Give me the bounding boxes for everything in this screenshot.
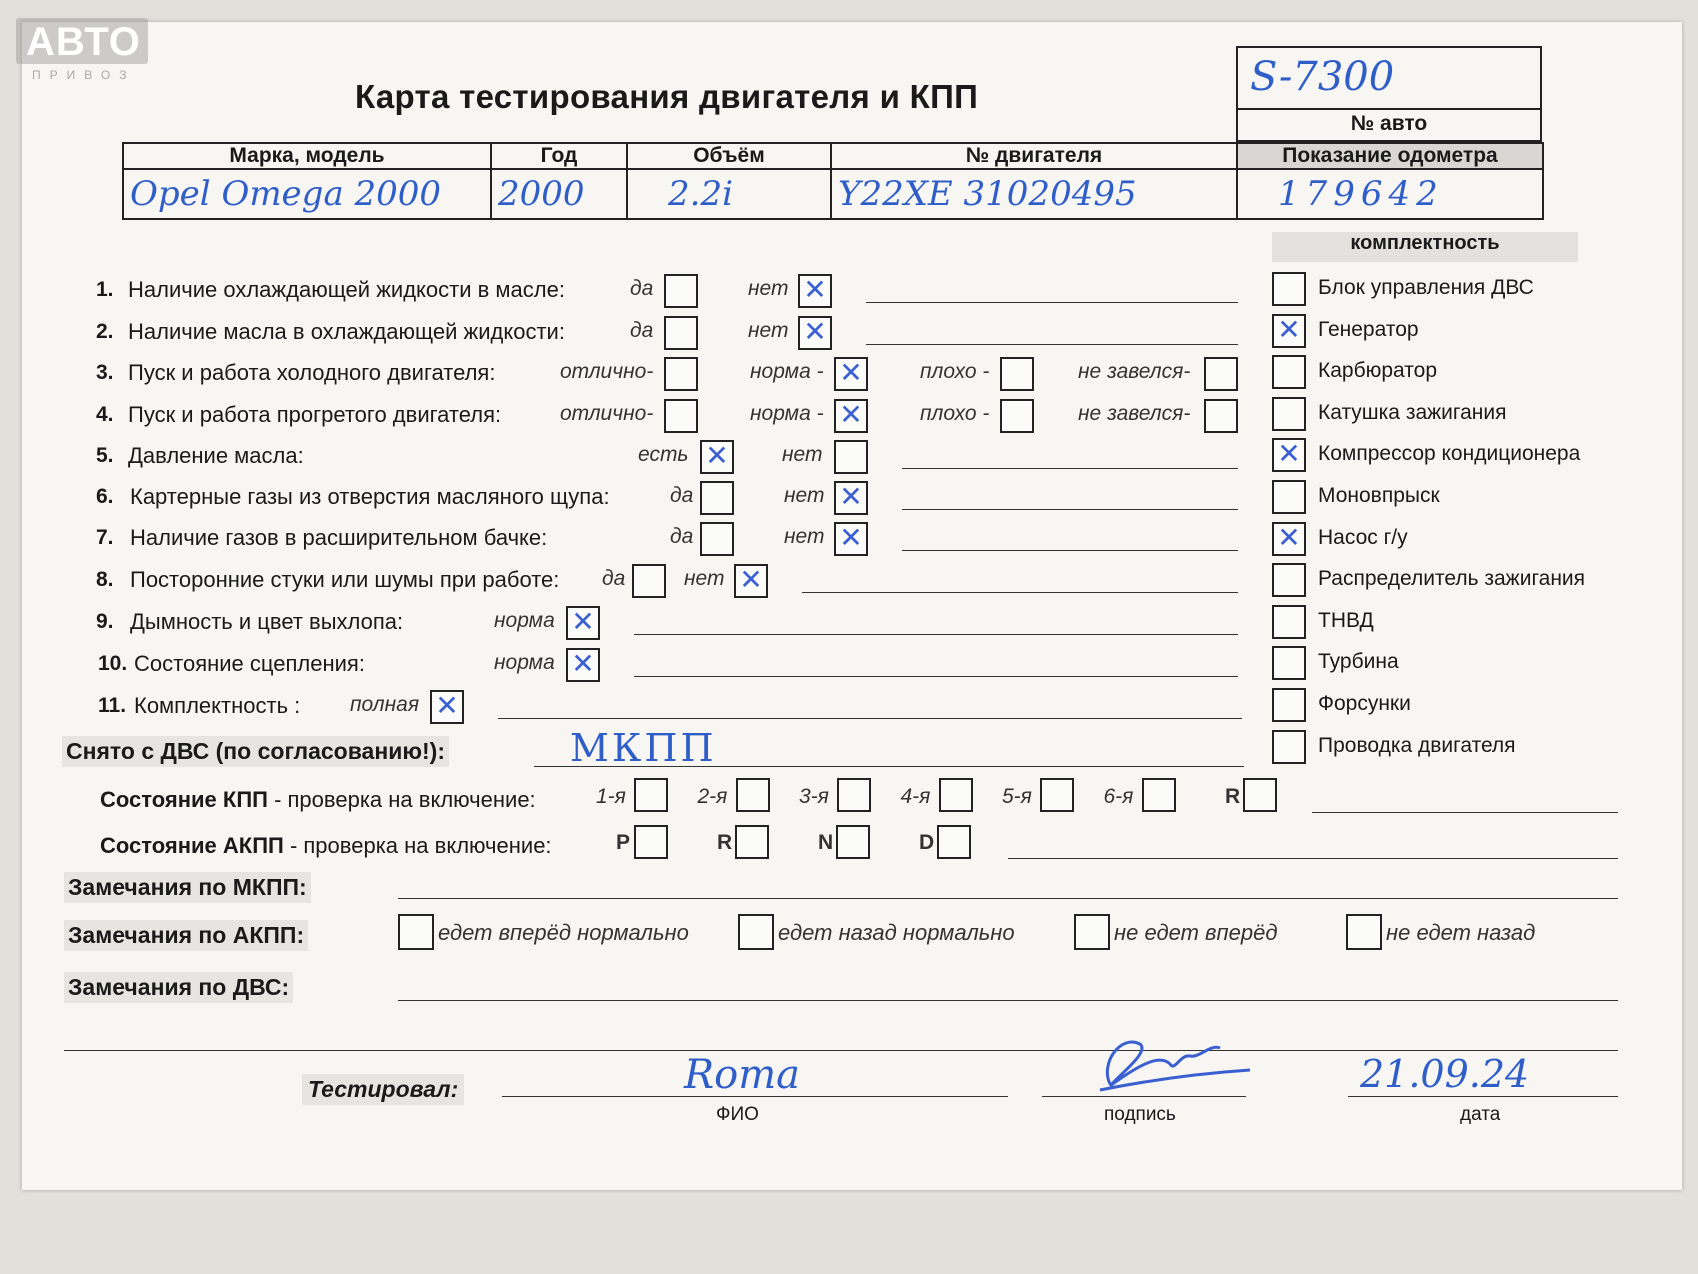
gear-label: P bbox=[616, 831, 631, 854]
kit-item-label: Турбина bbox=[1318, 650, 1399, 674]
tested-label: Тестировал: bbox=[302, 1074, 464, 1105]
option-checkbox[interactable] bbox=[566, 648, 600, 682]
gear-checkbox[interactable] bbox=[1142, 778, 1176, 812]
akpp-note-label: не едет назад bbox=[1386, 920, 1536, 945]
item-number: 1. bbox=[96, 278, 114, 301]
gear-label: 1-я bbox=[596, 785, 626, 808]
answer-line bbox=[902, 509, 1238, 510]
item-label: Состояние сцепления: bbox=[134, 651, 365, 676]
gear-label: 2-я bbox=[697, 785, 728, 808]
gear-label: D bbox=[919, 831, 935, 854]
kit-checkbox[interactable] bbox=[1272, 355, 1306, 389]
car-number-value: S-7300 bbox=[1250, 54, 1395, 100]
item-number: 11. bbox=[98, 694, 127, 717]
gear-checkbox[interactable] bbox=[1040, 778, 1074, 812]
option-checkbox[interactable] bbox=[1204, 399, 1238, 433]
item-number: 7. bbox=[96, 526, 114, 549]
item-number: 5. bbox=[96, 444, 114, 467]
kit-heading: комплектность bbox=[1272, 232, 1578, 262]
gear-label: 6-я bbox=[1103, 785, 1134, 808]
gear-label: 3-я bbox=[799, 785, 829, 808]
option-checkbox[interactable] bbox=[632, 564, 666, 598]
answer-line bbox=[802, 592, 1238, 593]
option-checkbox[interactable] bbox=[664, 357, 698, 391]
notes-mkpp-label: Замечания по МКПП: bbox=[64, 872, 311, 903]
item-label: Посторонние стуки или шумы при работе: bbox=[130, 567, 560, 592]
gear-checkbox[interactable] bbox=[937, 825, 971, 859]
option-checkbox[interactable] bbox=[834, 481, 868, 515]
option-checkbox[interactable] bbox=[834, 357, 868, 391]
item-label: Картерные газы из отверстия масляного щупа: bbox=[130, 484, 610, 509]
gear-checkbox[interactable] bbox=[736, 778, 770, 812]
gear-checkbox[interactable] bbox=[634, 825, 668, 859]
option-label: да bbox=[630, 277, 654, 300]
option-label: норма - bbox=[750, 360, 824, 383]
option-label: не завелся- bbox=[1078, 402, 1191, 425]
header-volume: Объём bbox=[627, 143, 831, 169]
option-label: да bbox=[602, 567, 626, 590]
car-number-box bbox=[1236, 46, 1542, 142]
removed-label: Снято с ДВС (по согласованию!): bbox=[62, 736, 449, 767]
option-label: норма - bbox=[750, 402, 824, 425]
item-label: Наличие газов в расширительном бачке: bbox=[130, 525, 548, 550]
kit-item-label: ТНВД bbox=[1318, 608, 1374, 632]
kit-item-label: Карбюратор bbox=[1318, 359, 1438, 383]
answer-line bbox=[902, 468, 1238, 469]
logo-subtext: ПРИВОЗ bbox=[32, 68, 136, 82]
option-checkbox[interactable] bbox=[834, 399, 868, 433]
logo-text: АВТО bbox=[26, 20, 141, 64]
option-checkbox[interactable] bbox=[798, 316, 832, 350]
option-checkbox[interactable] bbox=[566, 606, 600, 640]
option-label: да bbox=[670, 525, 694, 548]
option-label: плохо - bbox=[920, 402, 990, 425]
value-year: 2000 bbox=[491, 169, 627, 219]
header-make-model: Марка, модель bbox=[123, 143, 491, 169]
option-checkbox[interactable] bbox=[664, 274, 698, 308]
kit-item-label: Блок управления ДВС bbox=[1318, 276, 1534, 299]
kit-item-label: Распределитель зажигания bbox=[1318, 567, 1586, 591]
option-checkbox[interactable] bbox=[700, 522, 734, 556]
option-label: отлично- bbox=[560, 402, 654, 425]
tester-name: Roma bbox=[684, 1052, 800, 1098]
answer-line bbox=[902, 550, 1238, 551]
option-label: полная bbox=[350, 693, 420, 716]
gear-label: 5-я bbox=[1002, 785, 1032, 808]
answer-line bbox=[866, 302, 1238, 303]
kit-checkbox[interactable] bbox=[1272, 480, 1306, 514]
header-odometer: Показание одометра bbox=[1237, 143, 1543, 169]
kit-checkbox[interactable] bbox=[1272, 272, 1306, 306]
signature-caption: подпись bbox=[1104, 1104, 1176, 1125]
item-label: Пуск и работа холодного двигателя: bbox=[128, 360, 496, 385]
date-caption: дата bbox=[1460, 1104, 1501, 1125]
akpp-label: Состояние АКПП - проверка на включение: bbox=[100, 833, 552, 858]
gear-label: 4-я bbox=[900, 785, 931, 808]
option-label: нет bbox=[784, 525, 825, 548]
option-checkbox[interactable] bbox=[1000, 399, 1034, 433]
value-engine-number: Y22XE 31020495 bbox=[831, 169, 1237, 219]
option-label: нет bbox=[784, 484, 825, 507]
item-label: Пуск и работа прогретого двигателя: bbox=[128, 402, 502, 427]
option-checkbox[interactable] bbox=[1204, 357, 1238, 391]
item-label: Комплектность : bbox=[134, 693, 301, 718]
akpp-note-checkbox[interactable] bbox=[1074, 914, 1110, 950]
option-checkbox[interactable] bbox=[664, 316, 698, 350]
kit-checkbox[interactable] bbox=[1272, 688, 1306, 722]
option-label: да bbox=[630, 319, 654, 342]
test-date: 21.09.24 bbox=[1360, 1052, 1530, 1096]
option-checkbox[interactable] bbox=[834, 522, 868, 556]
header-engine-number: № двигателя bbox=[831, 143, 1237, 169]
answer-line bbox=[498, 718, 1242, 719]
kit-item-label: Компрессор кондиционера bbox=[1318, 442, 1581, 466]
kit-checkbox[interactable] bbox=[1272, 314, 1306, 348]
vehicle-header-table bbox=[122, 142, 1544, 220]
kpp-label: Состояние КПП - проверка на включение: bbox=[100, 787, 536, 812]
option-checkbox[interactable] bbox=[700, 440, 734, 474]
removed-value: МКПП bbox=[570, 726, 717, 770]
gear-label: R bbox=[1225, 785, 1241, 808]
option-checkbox[interactable] bbox=[798, 274, 832, 308]
gear-checkbox[interactable] bbox=[836, 825, 870, 859]
car-number-label: № авто bbox=[1350, 112, 1428, 135]
item-number: 3. bbox=[96, 361, 114, 384]
item-number: 8. bbox=[96, 568, 114, 591]
avto-privoz-logo bbox=[16, 18, 148, 82]
kit-item-label: Моновпрыск bbox=[1318, 484, 1440, 507]
option-label: отлично- bbox=[560, 360, 654, 383]
option-checkbox[interactable] bbox=[834, 440, 868, 474]
value-make-model: Opel Omega 2000 bbox=[123, 169, 491, 219]
option-label: норма bbox=[494, 651, 555, 674]
akpp-note-checkbox[interactable] bbox=[738, 914, 774, 950]
answer-line bbox=[634, 676, 1238, 677]
answer-line bbox=[634, 634, 1238, 635]
option-label: есть bbox=[638, 443, 689, 466]
gear-checkbox[interactable] bbox=[939, 778, 973, 812]
kit-checkbox[interactable] bbox=[1272, 730, 1306, 764]
notes-akpp-label: Замечания по АКПП: bbox=[64, 920, 308, 951]
gear-label: R bbox=[717, 831, 733, 854]
value-volume: 2.2i bbox=[627, 169, 831, 219]
item-label: Наличие масла в охлаждающей жидкости: bbox=[128, 319, 565, 344]
akpp-note-label: едет вперёд нормально bbox=[438, 920, 689, 945]
kit-item-label: Генератор bbox=[1318, 317, 1419, 341]
item-label: Давление масла: bbox=[128, 443, 304, 468]
item-label: Наличие охлаждающей жидкости в масле: bbox=[128, 277, 565, 302]
akpp-note-label: не едет вперёд bbox=[1114, 920, 1278, 945]
gear-checkbox[interactable] bbox=[1243, 778, 1277, 812]
gear-checkbox[interactable] bbox=[837, 778, 871, 812]
kit-checkbox[interactable] bbox=[1272, 397, 1306, 431]
option-label: не завелся- bbox=[1078, 360, 1191, 383]
option-label: нет bbox=[748, 277, 789, 300]
value-odometer: 179642 bbox=[1237, 169, 1543, 219]
akpp-note-checkbox[interactable] bbox=[398, 914, 434, 950]
gear-checkbox[interactable] bbox=[735, 825, 769, 859]
kit-item-label: Насос г/у bbox=[1318, 525, 1408, 549]
page-title: Карта тестирования двигателя и КПП bbox=[355, 78, 979, 115]
item-number: 6. bbox=[96, 485, 114, 508]
akpp-note-checkbox[interactable] bbox=[1346, 914, 1382, 950]
kit-checkbox[interactable] bbox=[1272, 522, 1306, 556]
notes-dvs-label: Замечания по ДВС: bbox=[64, 972, 293, 1003]
kit-checkbox[interactable] bbox=[1272, 605, 1306, 639]
item-number: 2. bbox=[96, 320, 114, 343]
kit-item-label: Катушка зажигания bbox=[1318, 400, 1507, 424]
akpp-note-label: едет назад нормально bbox=[778, 920, 1015, 945]
option-label: нет bbox=[782, 443, 823, 466]
fio-caption: ФИО bbox=[716, 1104, 759, 1125]
option-label: норма bbox=[494, 609, 555, 632]
gear-checkbox[interactable] bbox=[634, 778, 668, 812]
option-label: нет bbox=[748, 319, 789, 342]
option-checkbox[interactable] bbox=[1000, 357, 1034, 391]
item-number: 4. bbox=[96, 403, 114, 426]
option-label: нет bbox=[684, 567, 725, 590]
option-checkbox[interactable] bbox=[664, 399, 698, 433]
option-checkbox[interactable] bbox=[700, 481, 734, 515]
item-number: 9. bbox=[96, 610, 114, 633]
gear-label: N bbox=[818, 831, 834, 854]
option-label: плохо - bbox=[920, 360, 990, 383]
answer-line bbox=[866, 344, 1238, 345]
kit-checkbox[interactable] bbox=[1272, 646, 1306, 680]
kit-item-label: Форсунки bbox=[1318, 692, 1411, 715]
item-label: Дымность и цвет выхлопа: bbox=[130, 609, 404, 634]
item-number: 10. bbox=[98, 652, 128, 675]
tester-signature bbox=[1080, 1024, 1260, 1104]
header-year: Год bbox=[491, 143, 627, 169]
option-label: да bbox=[670, 484, 694, 507]
option-checkbox[interactable] bbox=[734, 564, 768, 598]
kit-checkbox[interactable] bbox=[1272, 438, 1306, 472]
kit-item-label: Проводка двигателя bbox=[1318, 733, 1516, 757]
option-checkbox[interactable] bbox=[430, 690, 464, 724]
kit-checkbox[interactable] bbox=[1272, 563, 1306, 597]
